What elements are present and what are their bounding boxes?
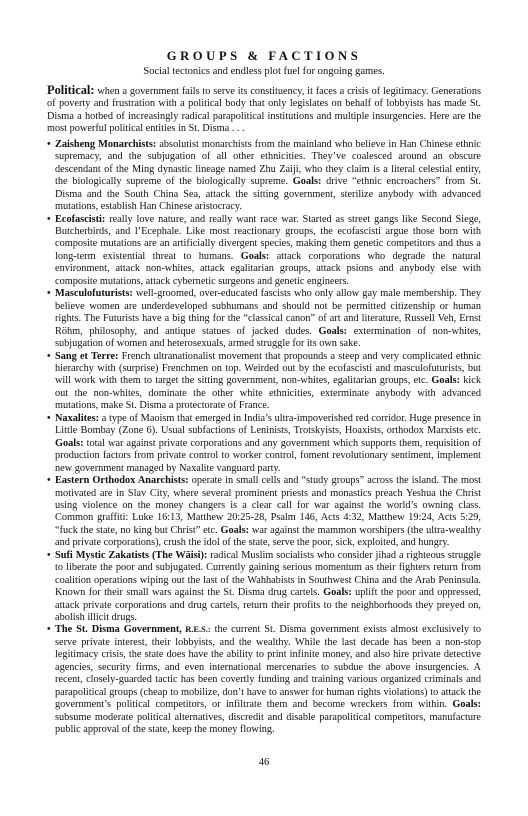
intro-paragraph [47,84,481,136]
goals-label: Goals: [292,176,322,188]
goals-label: Goals: [323,587,352,599]
faction-item-sang-et-terre [47,351,481,413]
faction-description: really love nature, and really want race war. Started as street gangs like Second Siege, Butcherbirds, and l’Ecephale. Like most reactionary groups, the ecofascisti argue those born with composite mutations are an artificially divergent species, making them genetic competitors and thus a long-term existential threat to humans. [55,213,481,262]
faction-goals: attack corporations who degrade the natural environment, attack non-whites, attack egalitarian groups, attack psions and anybody else with composite mutations, attack cybernetic surgeons and genetic engineers. [55,250,481,287]
goals-label: Goals: [431,375,461,387]
faction-goals: extermination of non-whites, subjugation of women and heterosexuals, armed struggle for its own sake. [55,325,481,350]
faction-item-eastern-orthodox-anarchists [47,475,481,550]
faction-description: operate in small cells and “study groups” across the island. The most motivated are in Slav City, where several prominent priests and monastics preach Yeshua the Christ using violence on the money changers is a clear call for war against the world’s owning class. Common graffiti: Luke 16:13, Matthew 20:25-28, Psalm 146, Acts 4:32, Matthew 19:24, Acts 5:29, “fuck the state, no king but Christ” etc. [55,475,481,536]
page-number: 46 [258,757,270,768]
faction-item-sufi-mystic-zakatists [47,550,481,625]
faction-goals: total war against private corporations and any government which supports them, requisition of production factors from private control to worker control, foment revolutionary sentiment, implement new government managed by Naxalite vanguard party. [55,437,481,474]
faction-name: Naxalites: [55,412,100,424]
faction-description: well-groomed, over-educated fascists who only allow gay male membership. They believe women are underdeveloped subhumans and should not be permitted citizenship or human rights. The Futurists have a big thing for the “classical canon” of art and literature, Russell Veh, Ernst Röhm, philosophy, and antique statues of jacked dudes. [55,288,481,337]
page-title: GROUPS & FACTIONS [166,49,362,63]
page-subtitle: Social tectonics and endless plot fuel for ongoing games. [143,66,385,77]
faction-item-masculofuturists [47,288,481,350]
faction-description: a type of Maoism that emerged in India’s ultra-impoverished red corridor. Huge presence in Little Bombay (Zone 6). Usual subfactions of Leninists, Trotskyists, Hoaxists, orthodox Marxists etc. [55,412,481,437]
faction-name-main: The St. Disma Government, [55,624,182,636]
intro-text: when a government fails to serve its constituency, it faces a crisis of legitimacy. Generations of poverty and frustration with a political body that only legislates on behalf of lobbyists has made St. Disma a hotbed of increasingly radical parapolitical institutions and multiple insurgencies. Here are the most powerful political entities in St. Disma . . . [47,86,481,135]
faction-item-ecofascisti [47,214,481,289]
bullet-icon: • [47,288,51,300]
goals-label: Goals: [55,437,84,449]
faction-description: radical Muslim socialists who consider jihad a righteous struggle to liberate the poor and subjugated. Currently gaining serious momentum as their fighters return from coalition operations wiping out the last of the Wahhabists in Southwest China and the Arab Peninsula. Known for their small wars against the St. Disma drug cartels. [55,549,481,599]
faction-goals: drive “ethnic encroachers” from St. Disma and the South China Sea, attack the sitting government, sterilize anybody with advanced mutations, establish Han Chinese aristocracy. [55,176,481,213]
faction-goals: war against the mammon worshipers (the ultra-wealthy and private corporations), crush the idol of the state, serve the poor, sick, exploited, and hungry. [55,524,481,549]
faction-goals: subsume moderate political alternatives, discredit and disable parapolitical competitors, manufacture public approval of the state, keep the money flowing. [55,711,481,736]
faction-name: Eastern Orthodox Anarchists: [55,475,189,487]
bullet-icon: • [47,412,51,424]
goals-label: Goals: [452,699,481,711]
faction-name: Sang et Terre: [55,350,119,362]
faction-description: French ultranationalist movement that propounds a steep and very complicated ethnic hierarchy with (surprise) Frenchmen on top. Weirded out by the ecofascisti and masculofuturists, but will work with them to target the sitting government, non-whites, egalitarian groups, etc. [55,350,481,387]
bullet-icon: • [47,549,51,561]
bullet-icon: • [47,350,51,362]
faction-list [47,139,481,737]
bullet-icon: • [47,213,51,225]
bullet-icon: • [47,475,51,487]
faction-description: absolutist monarchists from the mainland who believe in Han Chinese ethnic supremacy, and the subjugation of all other ethnicities. They’ve coalesced around an obscure descendant of the Ming dynastic lineage named Zhu Zaiji, who they claim is a literal celestial entity, the biologically supreme of the biologically supreme. [55,138,482,188]
goals-label: Goals: [240,250,270,262]
intro-lead: Political: [47,83,95,97]
faction-description: the current St. Disma government exists almost exclusively to serve private interest, their lobbyists, and the wealthy. While the last decade has been a non-stop legitimacy crisis, the state does have the ability to print infinite money, and also hire private detective agencies, security firms, and even international mercenaries to subdue the above insurgencies. A recent, closely-guarded tactic has been covertly funding and training various organized criminals and parapolitical groups (cheap to mobilize, don’t have to answer for human rights violations) to attack the government’s political competitors, or infiltrate them and become wreckers from within. [55,624,481,711]
goals-label: Goals: [318,325,348,337]
faction-item-zaisheng-monarchists [47,139,481,214]
faction-name: Zaisheng Monarchists: [55,138,157,150]
faction-goals: kick out the non-whites, dominate the other white ethnicities, exterminate anybody with advanced mutations, make St. Disma a protectorate of France. [55,375,481,412]
faction-item-st-disma-government [47,624,481,736]
faction-item-naxalites [47,413,481,475]
faction-name-abbreviation: R.E.S.: [181,625,211,635]
faction-name: Ecofascisti: [55,213,106,225]
goals-label: Goals: [220,524,250,536]
faction-goals: uplift the poor and oppressed, attack private corporations and drug cartels, return their profits to the neighborhoods they preyed on, abolish illicit drugs. [55,587,481,624]
page-body [47,49,481,737]
faction-name: Sufi Mystic Zakatists (The Wāisi): [55,549,208,561]
bullet-icon: • [47,138,51,150]
faction-name [55,624,211,635]
bullet-icon: • [47,624,51,636]
faction-name: Masculofuturists: [55,288,133,300]
